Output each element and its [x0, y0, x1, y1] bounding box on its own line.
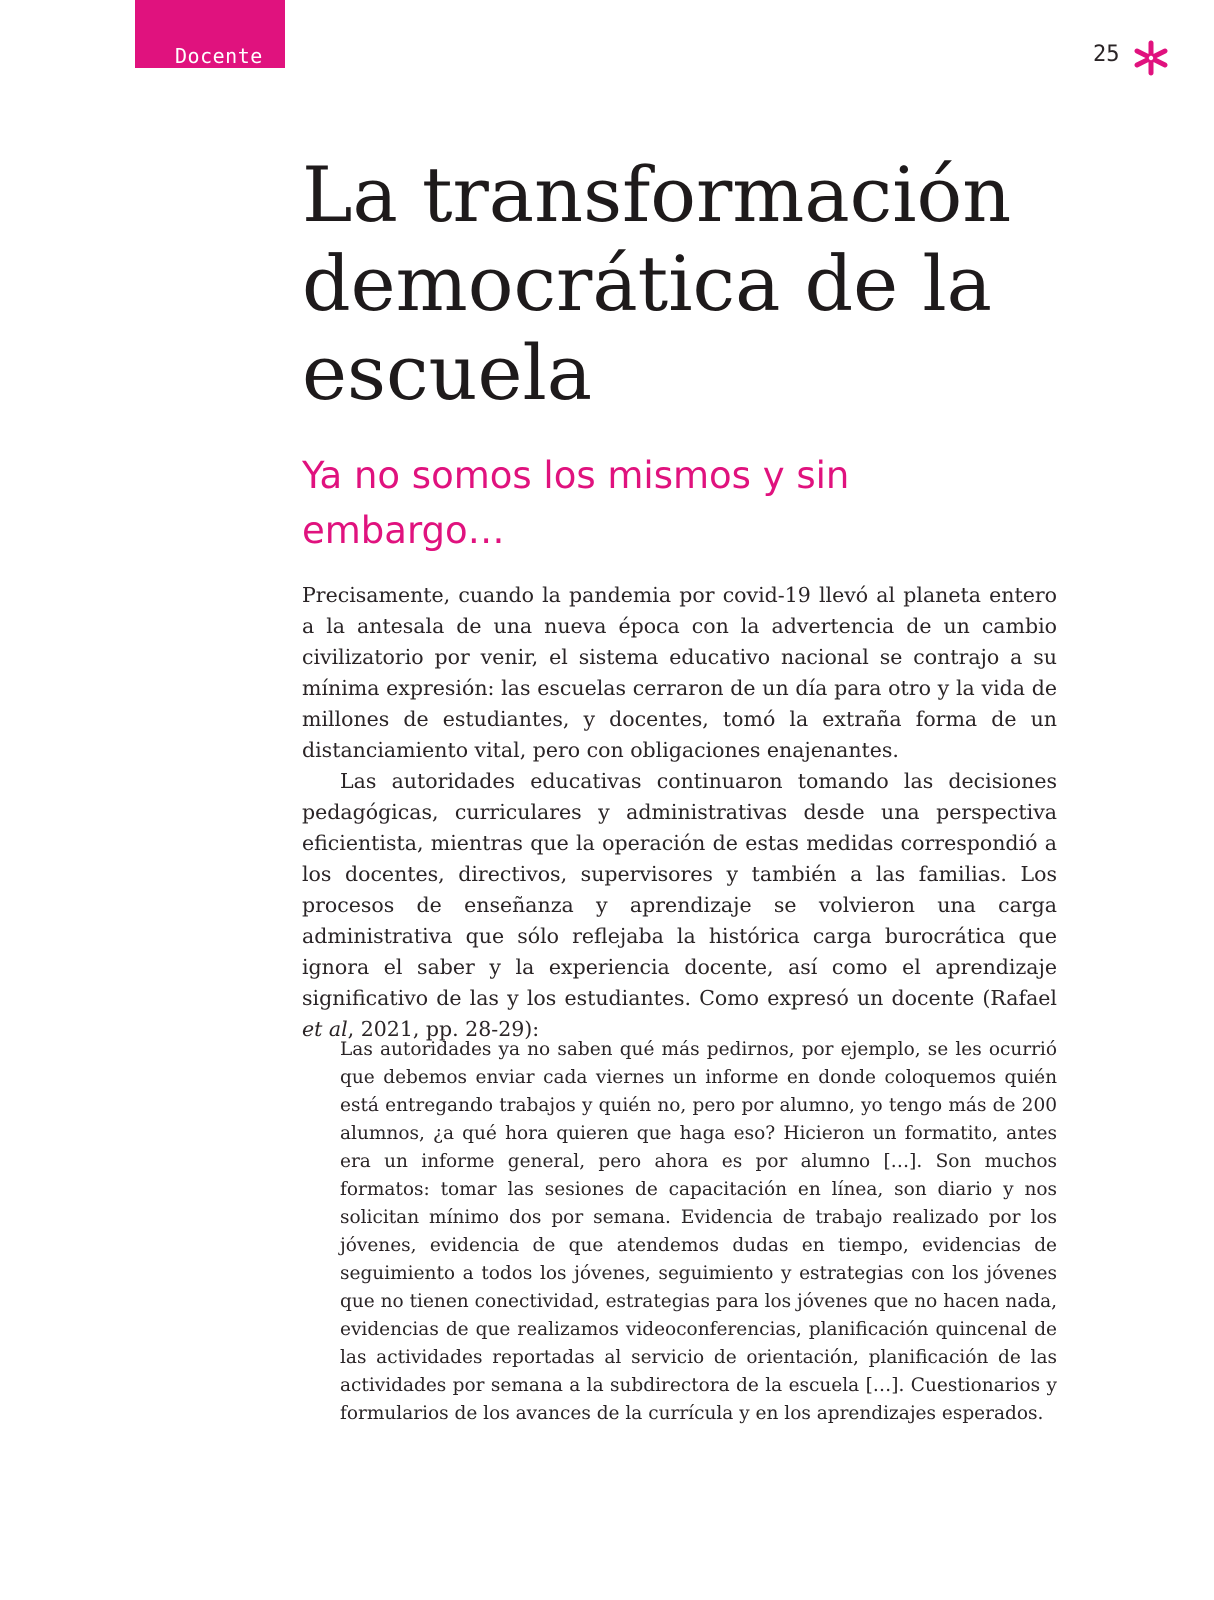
body-paragraph: Precisamente, cuando la pandemia por covid-19 llevó al planeta entero a la antesala de una nueva época con la advertencia de un cambio civilizatorio por venir, el sistema educativo nacional se contrajo a su mínima expresión: las escuelas cerraron de un día para otro y la vida de millones de estudiantes, y docentes, tomó la extraña forma de un distanciamiento vital, pero con obligaciones enajenantes. [302, 583, 1057, 762]
article-title: La transformación democrática de la escuela [302, 150, 1012, 417]
page-number: 25 [1093, 42, 1120, 67]
citation-italic: et al [302, 1017, 348, 1041]
block-quote: Las autoridades ya no saben qué más pedirnos, por ejemplo, se les ocurrió que debemos enviar cada viernes un informe en donde coloquemos quién está entregando trabajos y quién no, pero por alumno, yo tengo más de 200 alumnos, ¿a qué hora quieren que haga eso? Hicieron un formatito, antes era un informe general, pero ahora es por alumno […]. Son muchos formatos: tomar las sesiones de capacitación en línea, son diario y nos solicitan mínimo dos por semana. Evidencia de trabajo realizado por los jóvenes, evidencia de que atendemos dudas en tiempo, evidencias de seguimiento a todos los jóvenes, seguimiento y estrategias con los jóvenes que no tienen conectividad, estrategias para los jóvenes que no hacen nada, evidencias de que realizamos videoconferencias, planificación quincenal de las actividades reportadas al servicio de orientación, planificación de las actividades por semana a la subdirectora de la escuela […]. Cuestionarios y formularios de los avances de la currícula y en los aprendizajes esperados. [340, 1039, 1057, 1424]
article-subtitle: Ya no somos los mismos y sin embargo… [302, 454, 850, 552]
asterisk-icon [1133, 40, 1169, 76]
body-paragraph [302, 766, 1057, 1045]
body-text-segment: Las autoridades educativas continuaron tomando las decisiones pedagógicas, curriculares y administrativas desde una perspectiva eficientista, mientras que la operación de estas medidas correspondió a los docentes, directivos, supervisores y también a las familias. Los procesos de enseñanza y aprendizaje se volvieron una carga administrativa que sólo reflejaba la histórica carga burocrática que ignora el saber y la experiencia docente, así como el aprendizaje significativo de las y los estudiantes. Como expresó un docente (Rafael [302, 769, 1057, 1010]
section-tab [135, 0, 285, 68]
body-text-segment: , 2021, pp. 28-29): [347, 1017, 540, 1041]
article-body [302, 580, 1057, 1045]
section-label: Docente [175, 44, 263, 68]
